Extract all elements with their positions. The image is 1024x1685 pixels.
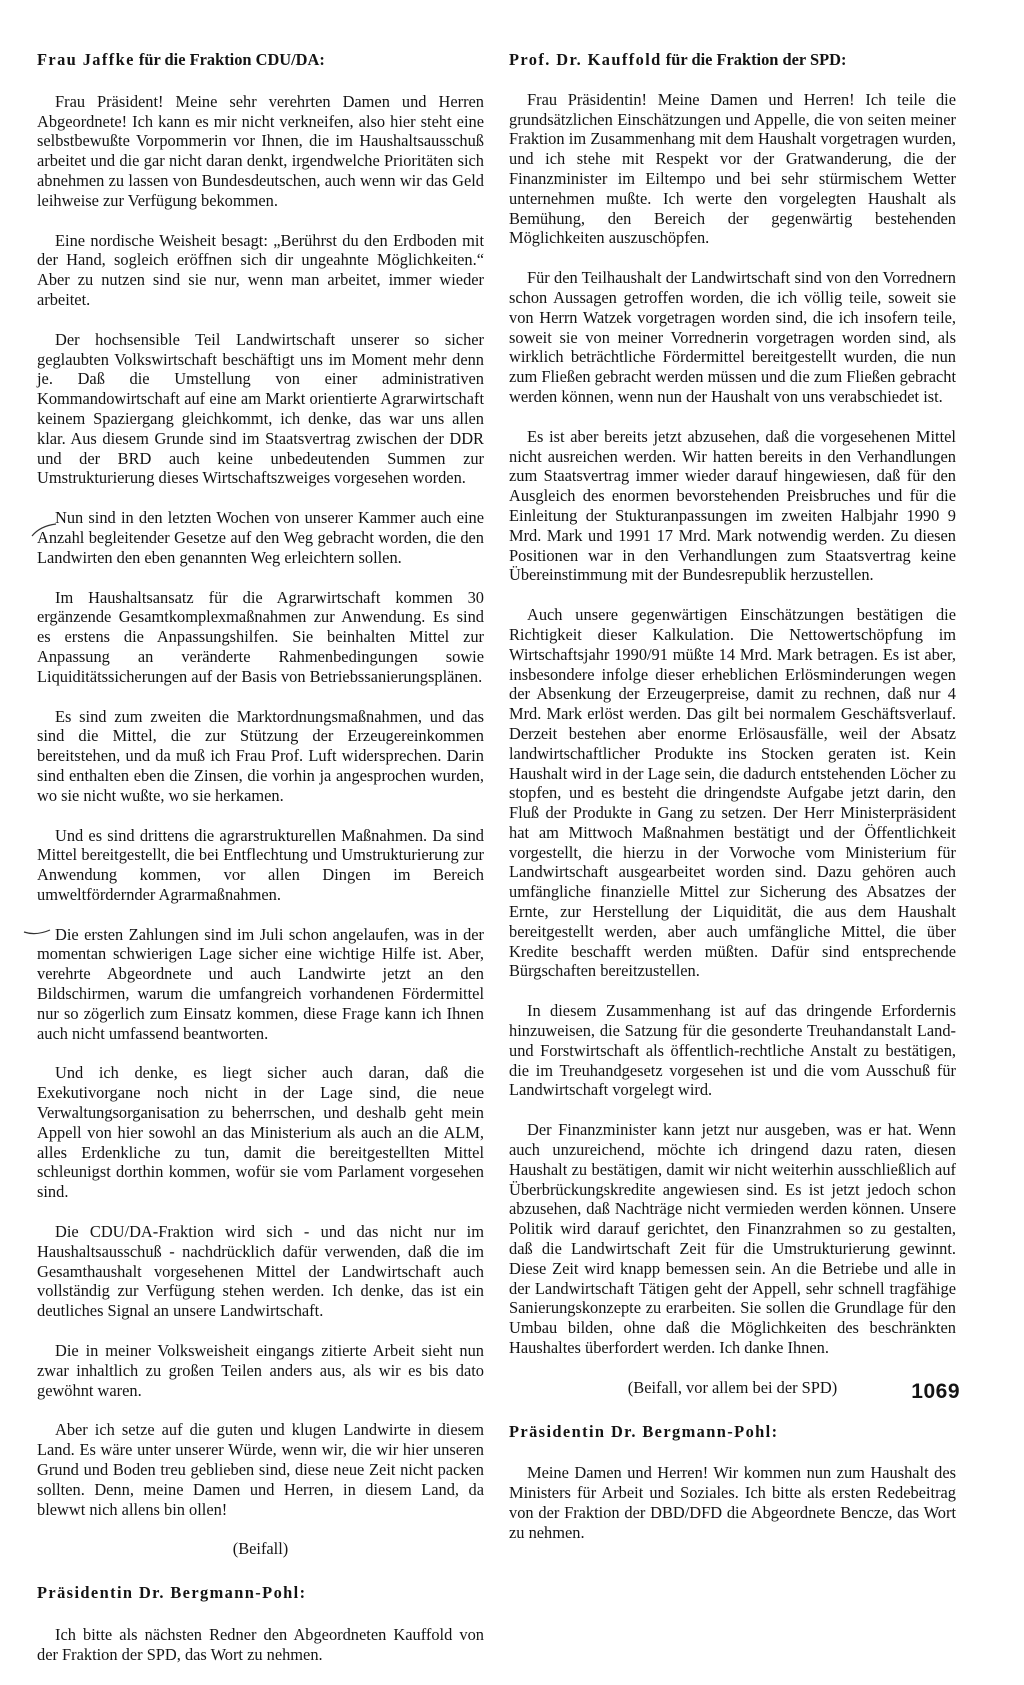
paragraph: Nun sind in den letzten Wochen von unserer Kammer auch eine Anzahl begleitender Gesetze auf den Weg gebracht worden, die den Landwirten den eben genannten Weg erleichtern sollen.	[37, 508, 484, 567]
margin-mark-2	[22, 924, 52, 944]
speaker-heading-president	[37, 1583, 484, 1603]
paragraph: Die ersten Zahlungen sind im Juli schon angelaufen, was in der momentan schwierigen Lage sicher eine wichtige Hilfe ist. Aber, verehrte Abgeordnete und auch Landwirte jetzt an den Bildschirmen, warum die umfangreich vorhandenen Fördermittel nur so zögerlich zum Einsatz kommen, diese Frage kann ich Ihnen auch nicht umfassend beantworten.	[37, 924, 484, 1043]
paragraph: Und ich denke, es liegt sicher auch daran, daß die Exekutivorgane noch nicht in der Lage sind, die neue Verwaltungsorganisation zu beherrschen, und deshalb geht mein Appell von hier sowohl an das Ministerium als auch an die ALM, alles Erdenkliche zu tun, damit die bereitgestellten Mittel schleunigst dorthin kommen, wofür sie vom Parlament vorgesehen sind.	[37, 1063, 484, 1202]
paragraph: Auch unsere gegenwärtigen Einschätzungen bestätigen die Richtigkeit dieser Kalkulation. Die Nettowertschöpfung im Wirtschaftsjahr 1990/91 müßte 14 Mrd. Mark betragen. Es ist aber, insbesondere infolge dieser erheblichen Erlösminderungen wegen der Absenkung der Erzeugerpreise, damit zu rechnen, daß nur 4 Mrd. Mark erlöst werden. Das gilt bei normalem Geschäftsverlauf. Derzeit bestehen aber enorme Erlösausfälle, weil der Absatz landwirtschaftlicher Produkte ins Stocken geraten ist. Kein Haushalt wird in der Lage sein, die dadurch entstehenden Löcher zu stopfen, und es besteht die dringendste Aufgabe jetzt darin, den Fluß der Produkte in Gang zu setzen. Der Herr Ministerpräsident hat am Mittwoch Maßnahmen bestätigt und der Öffentlichkeit vorgestellt, die hierzu in der Vorwoche vom Ministerium für Landwirtschaft ausgearbeitet worden sind. Dazu gehören auch umfängliche finanzielle Mittel zur Sicherung des Absatzes der Ernte, zur Herstellung der Liquidität, die aus dem Haushalt bereitgestellt werden, aber auch umfängliche Mittel, die über Kredite beschafft werden müßten. Dafür sind entsprechende Bürgschaften bereitzustellen.	[509, 605, 956, 981]
paragraph: Aber ich setze auf die guten und klugen Landwirte in diesem Land. Es wäre unter unserer Würde, wenn wir, die wir hier unseren Grund und Boden treu geblieben sind, diese neue Zeit nicht packen sollten. Denn, meine Damen und Herren, in diesem Land, da blewwt nich allens bin ollen!	[37, 1420, 484, 1519]
paragraph: Es ist aber bereits jetzt abzusehen, daß die vorgesehenen Mittel nicht ausreichen werden. Wir hatten bereits in den Verhandlungen zum Staatsvertrag immer wieder darauf hingewiesen, daß für den Ausgleich des enormen bevorstehenden Preisbruches und für die Einleitung der Stukturanpassungen im zweiten Halbjahr 1990 9 Mrd. Mark und 1991 17 Mrd. Mark notwendig werden. Zu diesen Positionen war in den Verhandlungen zum Staatsvertrag keine Übereinstimmung mit der Bundesrepublik herzustellen.	[509, 426, 956, 585]
paragraph: Ich bitte als nächsten Redner den Abgeordneten Kauffold von der Fraktion der SPD, das Wort zu nehmen.	[37, 1625, 484, 1664]
paragraph: Frau Präsident! Meine sehr verehrten Damen und Herren Abgeordnete! Ich kann es mir nicht verkneifen, also hier steht eine selbstbewußte Vorpommerin vor Ihnen, die im Haushaltsausschuß arbeitet und die gar nicht daran denkt, irgendwelche Prioritäten sich abnehmen zu lassen von Bundesdeutschen, auch wenn wir das Geld leihweise zur Verfügung bekommen.	[37, 91, 484, 210]
speaker-colon: :	[771, 1421, 778, 1441]
paragraph: Der hochsensible Teil Landwirtschaft unserer so sicher geglaubten Volkswirtschaft beschäftigt uns im Moment mehr denn je. Daß die Umstellung von einer administrativen Kommandowirtschaft auf eine am Markt orientierte Agrarwirtschaft keinem Spaziergang gleichkommt, ich denke, das war uns allen klar. Aus diesem Grunde sind im Staatsvertrag zwischen der DDR und der BRD auch keine unbedeutenden Summen zur Umstrukturierung dieses Wirtschaftszweiges vorgesehen worden.	[37, 329, 484, 488]
paragraph: Frau Präsidentin! Meine Damen und Herren! Ich teile die grundsätzlichen Einschätzungen und Appelle, die von seiten meiner Fraktion im Zusammenhang mit dem Haushalt vorgetragen wurden, und ich stehe mit Respekt vor der Gratwanderung, die der Finanzminister im Eiltempo und bei sehr stürmischem Wetter unternehmen mußte. Ich werte den vorgelegten Haushalt als Bemühung, den Bereich der gegenwärtig bestehenden Möglichkeiten auszuschöpfen.	[509, 89, 956, 248]
paragraph: Es sind zum zweiten die Marktordnungsmaßnahmen, und das sind die Mittel, die zur Stützung der Erzeugereinkommen bereitstehen, und da muß ich Frau Prof. Luft widersprechen. Darin sind enthalten eben die Zinsen, die vorhin ja angesprochen wurden, wo sie nicht wußte, wo sie herkamen.	[37, 706, 484, 805]
speaker-name: Prof. Dr. Kauffold	[509, 50, 662, 69]
speaker-affiliation: für die Fraktion CDU/DA:	[138, 50, 325, 69]
speaker-heading-jaffke	[37, 50, 484, 70]
paragraph: Und es sind drittens die agrarstrukturellen Maßnahmen. Da sind Mittel bereitgestellt, die bei Entflechtung und Umstrukturierung zur Anwendung kommen, vor allen Dingen im Bereich umweltfördernder Agrarmaßnahmen.	[37, 825, 484, 904]
speaker-heading-president	[509, 1422, 956, 1442]
applause-note: (Beifall, vor allem bei der SPD)	[627, 1377, 838, 1397]
page-number: 1069	[911, 1380, 960, 1403]
speaker-colon: :	[299, 1583, 306, 1603]
paragraph: In diesem Zusammenhang ist auf das dringende Erfordernis hinzuweisen, die Satzung für die gesonderte Treuhandanstalt Land- und Forstwirtschaft als öffentlich-rechtliche Anstalt zu bestätigen, die im Treuhandgesetz vorgesehen ist und die vom Ausschuß für Landwirtschaft vorgelegt wird.	[509, 1001, 956, 1100]
left-column	[37, 50, 484, 1685]
paragraph: Meine Damen und Herren! Wir kommen nun zum Haushalt des Ministers für Arbeit und Soziales. Ich bitte als ersten Redebeitrag von der Fraktion der DBD/DFD die Abgeordnete Bencze, das Wort zu nehmen.	[509, 1463, 956, 1542]
paragraph: Die in meiner Volksweisheit eingangs zitierte Arbeit sieht nun zwar inhaltlich zu großen Teilen anders aus, als wir es bis dato gewöhnt waren.	[37, 1341, 484, 1400]
paragraph: Für den Teilhaushalt der Landwirtschaft sind von den Vorrednern schon Aussagen getroffen worden, die ich völlig teile, soweit sie von Herrn Watzek vorgetragen worden sind, die ich insofern teile, soweit sie von meiner Vorrednerin vorgetragen worden sind, als wirklich beträchtliche Fördermittel bereitgestellt wurden, die nun zum Fließen gebracht werden müssen und die zum Fließen gebracht werden können, wenn nun der Haushalt von uns verabschiedet ist.	[509, 268, 956, 406]
speaker-name: Frau Jaffke	[37, 50, 135, 69]
speaker-affiliation: für die Fraktion der SPD:	[665, 50, 847, 69]
paragraph: Eine nordische Weisheit besagt: „Berührst du den Erdboden mit der Hand, sogleich eröffnen sich dir ungeahnte Möglichkeiten.“ Aber zu nutzen sind sie nur, wenn man arbeitet, immer wieder arbeitet.	[37, 230, 484, 309]
paragraph: Der Finanzminister kann jetzt nur ausgeben, was er hat. Wenn auch unzureichend, möchte ich dringend dazu raten, diesen Haushalt zu bestätigen, damit wir nicht weiterhin ausschließlich auf Überbrückungskredite angewiesen sind. Es ist jetzt jedoch schon abzusehen, daß Nachträge nicht vermieden werden können. Unsere Politik wird darauf gerichtet, den Finanzrahmen so zu gestalten, daß die Landwirtschaft Zeit für die Umstrukturierung gewinnt. Diese Zeit wird knapp bemessen sein. An die Betriebe und alle in der Landwirtschaft Tätigen geht der Appell, sehr schnell tragfähige Sanierungskonzepte zu erarbeiten. Sie sollen die Grundlage für den Umbau bilden, ohne daß die Möglichkeiten des beschränkten Haushaltes überfordert werden. Ich danke Ihnen.	[509, 1120, 956, 1358]
margin-mark-1	[30, 522, 60, 542]
applause-note: (Beifall)	[232, 1539, 289, 1559]
paragraph: Im Haushaltsansatz für die Agrarwirtschaft kommen 30 ergänzende Gesamtkomplexmaßnahmen zur Anwendung. Es sind es erstens die Anpassungshilfen. Sie beinhalten Mittel zur Anpassung an veränderte Rahmenbedingungen sowie Liquiditätssicherungen auf der Basis von Betriebssanierungsplänen.	[37, 587, 484, 686]
speaker-heading-kauffold	[509, 50, 956, 70]
paragraph: Die CDU/DA-Fraktion wird sich - und das nicht nur im Haushaltsausschuß - nachdrücklich dafür verwenden, daß die im Gesamthaushalt vorgesehenen Mittel der Landwirtschaft auch vollständig zur Verfügung stehen werden. Ich denke, das ist ein deutliches Signal an unsere Landwirtschaft.	[37, 1222, 484, 1321]
right-column	[509, 50, 956, 1563]
speaker-name: Präsidentin Dr. Bergmann-Pohl	[37, 1583, 300, 1603]
speaker-name: Präsidentin Dr. Bergmann-Pohl	[509, 1421, 772, 1441]
